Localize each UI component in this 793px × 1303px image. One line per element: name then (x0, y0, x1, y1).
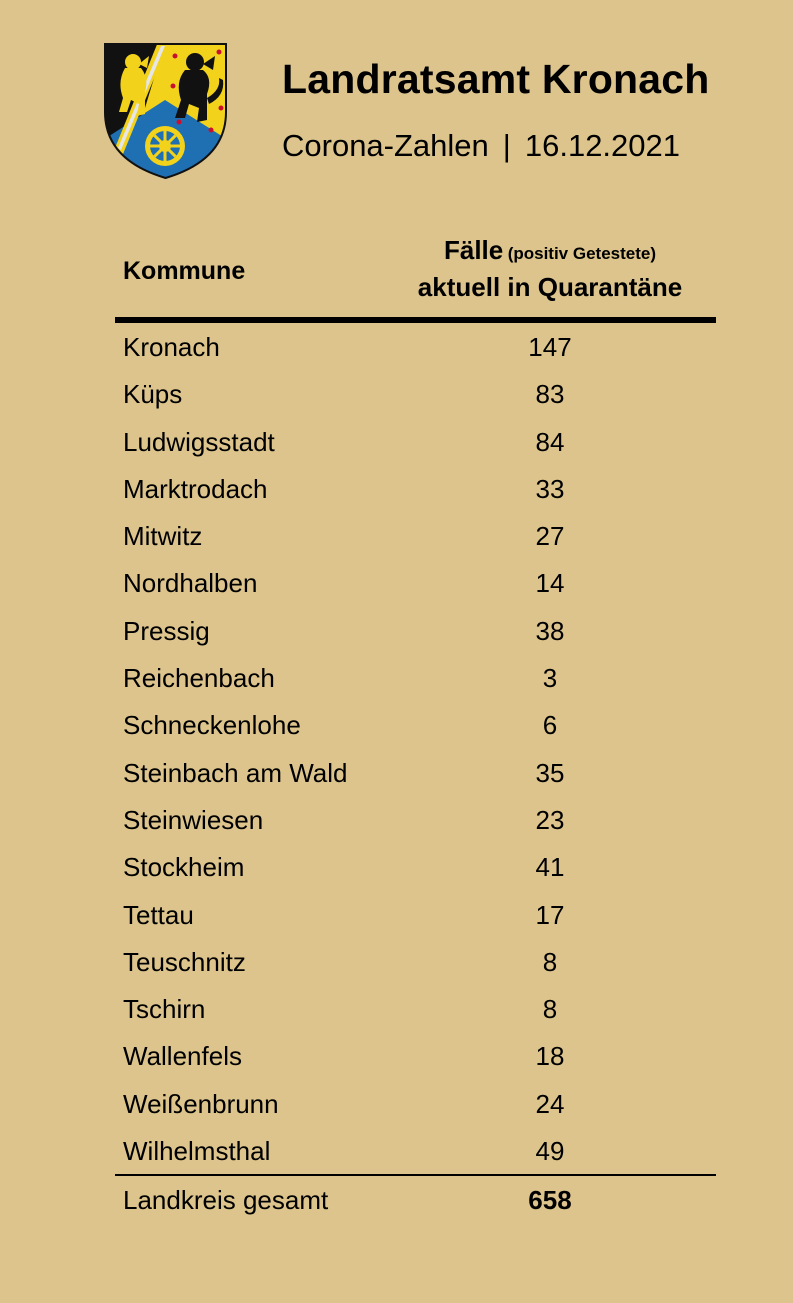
table-row (0, 797, 793, 844)
row-kommune: Schneckenlohe (123, 710, 301, 741)
report-date: 16.12.2021 (524, 128, 681, 163)
row-kommune: Marktrodach (123, 473, 268, 504)
column-header-faelle (380, 234, 720, 304)
row-value: 35 (535, 757, 565, 788)
row-value: 14 (535, 568, 565, 599)
row-kommune: Küps (123, 379, 183, 410)
row-value: 24 (535, 1088, 565, 1119)
page-title: Landratsamt Kronach (282, 56, 710, 102)
table-row (0, 608, 793, 655)
row-value: 27 (535, 521, 565, 552)
row-value: 33 (535, 473, 565, 504)
row-value: 147 (528, 332, 572, 362)
table-row (0, 1081, 793, 1128)
row-kommune: Ludwigsstadt (123, 426, 275, 457)
row-value: 49 (535, 1136, 565, 1167)
subtitle-label: Corona-Zahlen (282, 128, 489, 163)
table-row (0, 513, 793, 560)
row-kommune: Kronach (123, 332, 220, 362)
row-kommune: Steinbach am Wald (123, 757, 348, 788)
row-value: 6 (542, 710, 558, 741)
table-body (0, 324, 793, 1175)
row-kommune: Steinwiesen (123, 804, 264, 835)
row-value: 17 (535, 899, 565, 930)
table-row (0, 1128, 793, 1175)
row-kommune: Nordhalben (123, 568, 258, 599)
row-value: 83 (535, 379, 565, 410)
row-kommune: Weißenbrunn (123, 1088, 279, 1119)
row-kommune: Mitwitz (123, 521, 203, 552)
table-row (0, 844, 793, 891)
row-value: 38 (535, 615, 565, 646)
row-value: 8 (542, 946, 558, 977)
row-value: 23 (535, 804, 565, 835)
column-header-faelle-main: Fälle (443, 235, 504, 265)
table-row (0, 702, 793, 749)
table-row (0, 750, 793, 797)
row-kommune: Wallenfels (123, 1041, 242, 1072)
table-row (0, 371, 793, 418)
header-divider (115, 317, 716, 323)
table-row (0, 986, 793, 1033)
row-value: 84 (535, 426, 565, 457)
row-kommune: Reichenbach (123, 663, 275, 694)
table-row (0, 1033, 793, 1080)
row-value: 8 (542, 994, 558, 1025)
table-row (0, 939, 793, 986)
row-kommune: Teuschnitz (123, 946, 246, 977)
row-value: 41 (535, 852, 565, 883)
row-kommune: Pressig (123, 615, 210, 646)
row-value: 3 (542, 663, 558, 694)
table-row (0, 466, 793, 513)
row-kommune: Stockheim (123, 852, 245, 883)
table-row (0, 892, 793, 939)
coat-of-arms-icon (103, 42, 228, 180)
column-header-faelle-note: (positiv Getestete) (507, 244, 656, 263)
row-kommune: Tettau (123, 899, 194, 930)
total-value: 658 (528, 1185, 572, 1215)
column-header-faelle-line2: aktuell in Quarantäne (417, 272, 683, 302)
column-header-kommune: Kommune (123, 257, 246, 285)
table-row (0, 324, 793, 371)
row-kommune: Wilhelmsthal (123, 1136, 271, 1167)
table-row (0, 655, 793, 702)
total-label: Landkreis gesamt (123, 1185, 329, 1215)
table-row (0, 419, 793, 466)
table-row (0, 560, 793, 607)
total-divider (115, 1174, 716, 1176)
row-kommune: Tschirn (123, 994, 206, 1025)
row-value: 18 (535, 1041, 565, 1072)
subtitle-separator: | (502, 128, 511, 163)
page-subtitle (282, 128, 680, 164)
